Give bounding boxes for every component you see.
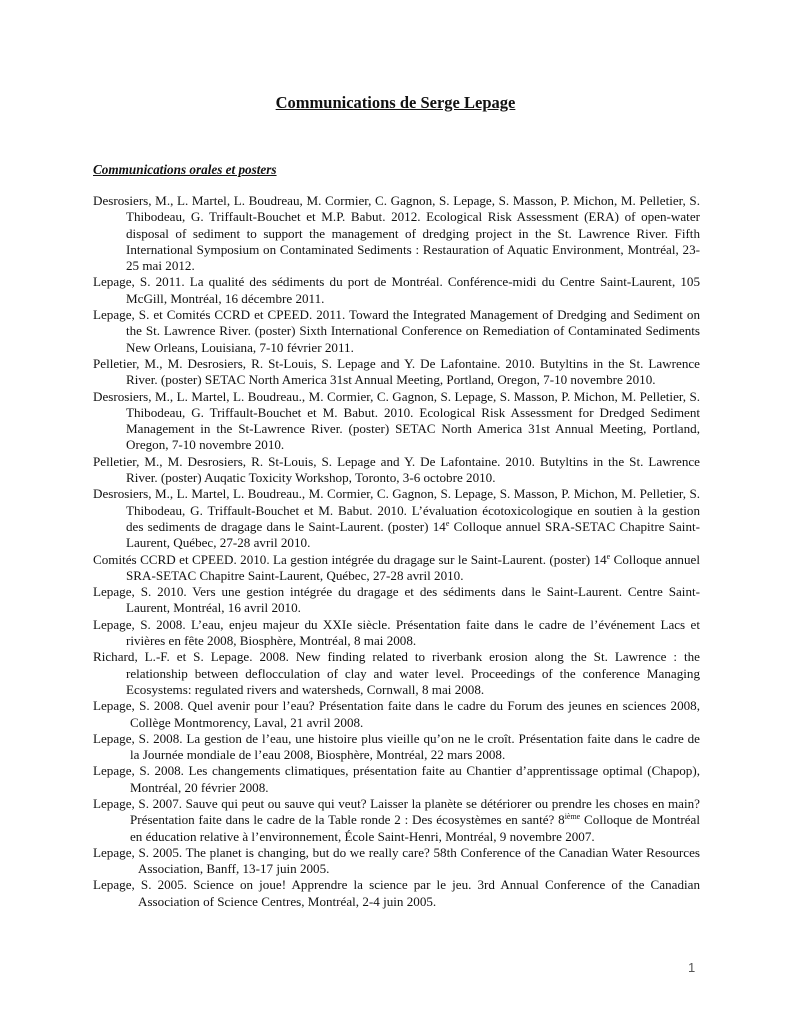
list-item: Desrosiers, M., L. Martel, L. Boudreau., M. Cormier, C. Gagnon, S. Lepage, S. Masson, P. Michon, M. Pelletier, S. Thibodeau, G. Triffault-Bouchet et M. Babut. 2010. Ecological Risk Assessment for Dredged Sediment Management in the St-Lawrence River. (poster) SETAC North America 31st Annual Meeting, Portland, Oregon, 7-10 novembre 2010. — [93, 388, 700, 453]
superscript: e — [445, 518, 450, 528]
list-item: Lepage, S. et Comités CCRD et CPEED. 2011. Toward the Integrated Management of Dredging and Sediment on the St. Lawrence River. (poster) Sixth International Conference on Remediation of Contaminated Sediments New Orleans, Louisiana, 7-10 février 2011. — [93, 307, 700, 355]
list-item: Desrosiers, M., L. Martel, L. Boudreau, M. Cormier, C. Gagnon, S. Lepage, S. Masson, P. Michon, M. Pelletier, S. Thibodeau, G. Triffault-Bouchet et M.P. Babut. 2012. Ecological Risk Assessment (ERA) of open-water disposal of sediment to support the management of dredging project in the St. Lawrence River. Fifth International Symposium on Contaminated Sediments : Restauration of Aquatic Environment, Montréal, 23-25 mai 2012. — [93, 193, 700, 274]
entry-text: Lepage, S. 2007. Sauve qui peut ou sauve qui veut? Laisser la planète se détériorer ou prendre les choses en main? Présentation faite dans le cadre de la Table ronde 2 : Des écosystèmes en santé? 8 — [93, 795, 700, 828]
page-title: Communications de Serge Lepage — [275, 93, 516, 112]
entry-text: Colloque annuel SRA-SETAC Chapitre Saint-Laurent, Québec, 27-28 avril 2010. — [126, 551, 700, 583]
superscript: ième — [564, 812, 581, 822]
list-item — [93, 796, 700, 845]
list-item: Pelletier, M., M. Desrosiers, R. St-Louis, S. Lepage and Y. De Lafontaine. 2010. Butyltins in the St. Lawrence River. (poster) SETAC North America 31st Annual Meeting, Portland, Oregon, 7-10 novembre 2010. — [93, 355, 700, 388]
list-item: Lepage, S. 2008. Les changements climatiques, présentation faite au Chantier d’apprentissage optimal (Chapop), Montréal, 20 février 2008. — [93, 763, 700, 795]
list-item: Lepage, S. 2008. Quel avenir pour l’eau? Présentation faite dans le cadre du Forum des jeunes en sciences 2008, Collège Montmorency, Laval, 21 avril 2008. — [93, 698, 700, 730]
list-item: Lepage, S. 2005. Science on joue! Apprendre la science par le jeu. 3rd Annual Conference of the Canadian Association of Science Centres, Montréal, 2-4 juin 2005. — [93, 877, 700, 909]
list-item: Lepage, S. 2011. La qualité des sédiments du port de Montréal. Conférence-midi du Centre Saint-Laurent, 105 McGill, Montréal, 16 décembre 2011. — [93, 274, 700, 306]
list-item: Lepage, S. 2010. Vers une gestion intégrée du dragage et des sédiments dans le Saint-Laurent. Centre Saint-Laurent, Montréal, 16 avril 2010. — [93, 584, 700, 616]
list-item: Lepage, S. 2005. The planet is changing, but do we really care? 58th Conference of the Canadian Water Resources Association, Banff, 13-17 juin 2005. — [93, 844, 700, 877]
list-item: Lepage, S. 2008. L’eau, enjeu majeur du XXIe siècle. Présentation faite dans le cadre de l’événement Lacs et rivières en fête 2008, Biosphère, Montréal, 8 mai 2008. — [93, 616, 700, 649]
communications-list — [93, 193, 700, 910]
superscript: e — [606, 551, 611, 561]
entry-text: Desrosiers, M., L. Martel, L. Boudreau., M. Cormier, C. Gagnon, S. Lepage, S. Masson, P. Michon, M. Pelletier, S. Thibodeau, G. Triffault-Bouchet et M. Babut. 2010. L’évaluation écotoxicologique en soutien à la gestion des sediments de dragage dans le Saint-Laurent. (poster) 14 — [93, 486, 700, 534]
list-item — [93, 552, 700, 585]
list-item — [93, 486, 700, 551]
entry-text: Colloque annuel SRA-SETAC Chapitre Saint-Laurent, Québec, 27-28 avril 2010. — [126, 518, 700, 551]
page-number: 1 — [688, 960, 696, 975]
list-item: Lepage, S. 2008. La gestion de l’eau, une histoire plus vieille qu’on ne le croît. Présentation faite dans le cadre de la Journée mondiale de l’eau 2008, Biosphère, Montréal, 22 mars 2008. — [93, 730, 700, 763]
section-heading: Communications orales et posters — [93, 162, 277, 177]
list-item: Pelletier, M., M. Desrosiers, R. St-Louis, S. Lepage and Y. De Lafontaine. 2010. Butyltins in the St. Lawrence River. (poster) Auqatic Toxicity Workshop, Toronto, 3-6 octobre 2010. — [93, 453, 700, 486]
list-item: Richard, L.-F. et S. Lepage. 2008. New finding related to riverbank erosion along the St. Lawrence : the relationship between deflocculation of clay and water level. Proceedings of the conference Managing Ecosystems: regulated rivers and watersheds, Cornwall, 8 mai 2008. — [93, 649, 700, 697]
entry-text: Comités CCRD et CPEED. 2010. La gestion intégrée du dragage sur le Saint-Laurent. (poster) 14 — [93, 551, 607, 567]
entry-text: Colloque de Montréal en éducation relative à l’environnement, École Saint-Henri, Montréal, 9 novembre 2007. — [130, 812, 700, 844]
